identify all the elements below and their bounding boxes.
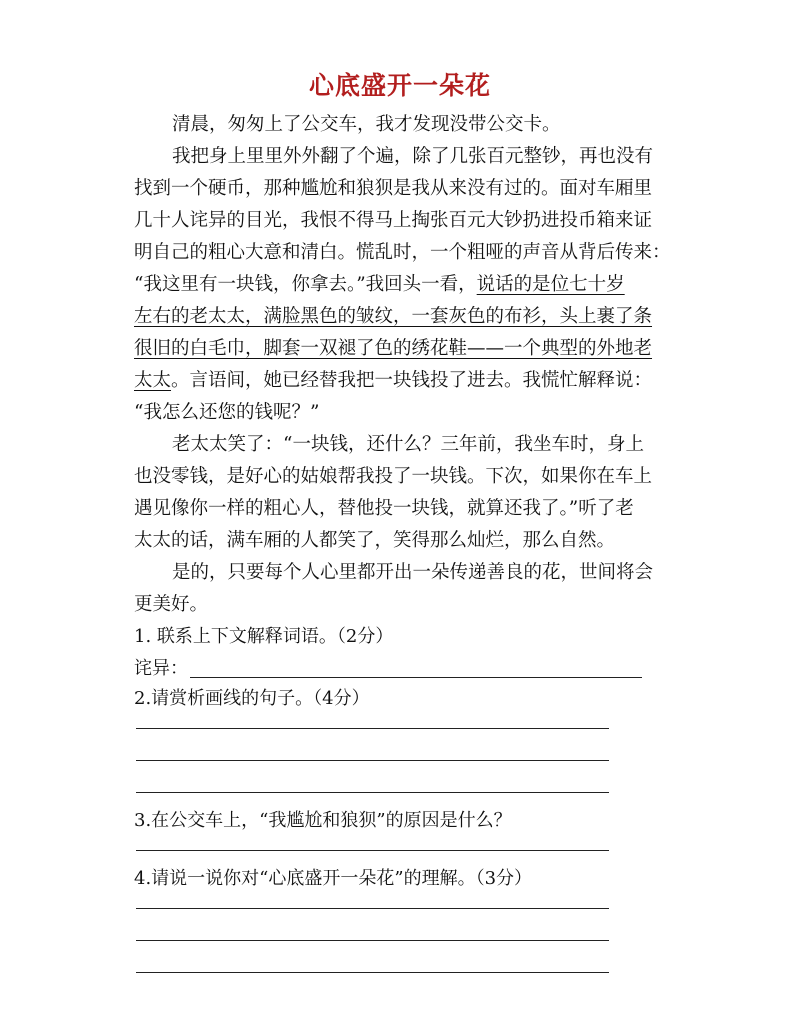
answer-line[interactable] <box>136 728 609 729</box>
passage-text: “我这里有一块钱，你拿去。”我回头一看， <box>134 274 477 295</box>
underlined-sentence: 很旧的白毛巾，脚套一双褪了色的绣花鞋——一个典型的外地老 <box>134 338 653 359</box>
answer-line[interactable] <box>190 677 642 678</box>
underlined-sentence: 太太 <box>134 370 172 391</box>
passage-text: 。言语间，她已经替我把一块钱投了进去。我慌忙解释说： <box>171 370 653 391</box>
answer-line[interactable] <box>136 760 609 761</box>
passage-line: 也没零钱，是好心的姑娘帮我投了一块钱。下次，如果你在车上 <box>134 466 653 487</box>
passage-line: 找到一个硬币，那种尴尬和狼狈是我从来没有过的。面对车厢里 <box>134 178 653 199</box>
passage-line: 老太太笑了：“一块钱，还什么？三年前，我坐车时，身上 <box>172 434 644 455</box>
passage-line: 太太的话，满车厢的人都笑了，笑得那么灿烂，那么自然。 <box>134 530 616 551</box>
answer-line[interactable] <box>136 908 609 909</box>
passage-line: 清晨，匆匆上了公交车，我才发现没带公交卡。 <box>172 114 561 135</box>
question-1-answer-row <box>134 658 642 680</box>
passage-line <box>134 274 664 296</box>
underlined-sentence: 左右的老太太，满脸黑色的皱纹，一套灰色的布衫，头上裹了条 <box>134 306 653 327</box>
passage-line: 几十人诧异的目光，我恨不得马上掏张百元大钞扔进投币箱来证 <box>134 210 653 231</box>
question-1-word: 诧异： <box>134 658 188 679</box>
passage-line: 更美好。 <box>134 594 209 615</box>
answer-line[interactable] <box>136 850 609 851</box>
passage-line: 我把身上里里外外翻了个遍，除了几张百元整钞，再也没有 <box>172 146 654 167</box>
passage-line: “我怎么还您的钱呢？” <box>134 402 320 423</box>
passage-line <box>134 370 664 392</box>
question-3: 3.在公交车上，“我尴尬和狼狈”的原因是什么？ <box>134 810 512 831</box>
passage-line: 明自己的粗心大意和清白。慌乱时，一个粗哑的声音从背后传来： <box>134 242 671 263</box>
answer-line[interactable] <box>136 940 609 941</box>
answer-line[interactable] <box>136 972 609 973</box>
question-2: 2.请赏析画线的句子。（4分） <box>134 688 370 709</box>
passage-line: 遇见像你一样的粗心人，替他投一块钱，就算还我了。”听了老 <box>134 498 634 519</box>
question-4: 4.请说一说你对“心底盛开一朵花”的理解。（3分） <box>134 868 533 889</box>
passage-line: 是的，只要每个人心里都开出一朵传递善良的花，世间将会 <box>172 562 654 583</box>
question-1: 1. 联系上下文解释词语。（2分） <box>134 626 394 647</box>
answer-line[interactable] <box>136 792 609 793</box>
underlined-sentence: 说话的是位七十岁 <box>476 274 625 295</box>
page-title: 心底盛开一朵花 <box>308 71 491 100</box>
